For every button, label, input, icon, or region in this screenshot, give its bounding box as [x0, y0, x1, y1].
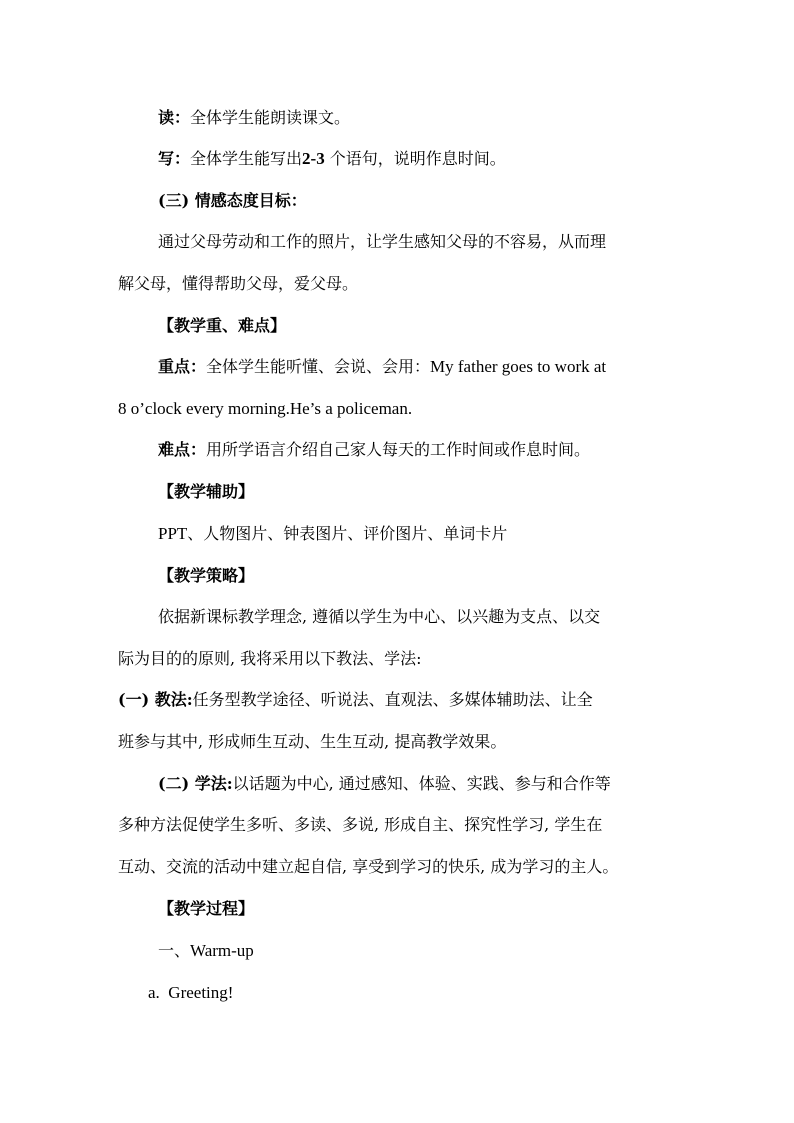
paragraph-line: 通过父母劳动和工作的照片，让学生感知父母的不容易，从而理 [158, 232, 607, 251]
learning-method-label: (二) 学法: [158, 774, 233, 793]
section-warm-up [158, 939, 794, 963]
teaching-method-text: 任务型教学途径、听说法、直观法、多媒体辅助法、让全 [192, 690, 593, 709]
goal-read-label: 读： [158, 108, 191, 127]
heading-teaching-aids: 【教学辅助】 [158, 482, 255, 501]
section-number: 一、 [158, 941, 191, 960]
goal-write-text: 全体学生能写出 [190, 149, 303, 168]
key-point-label: 重点： [158, 357, 207, 376]
paragraph-line: 多种方法促使学生多听、多读、多说, 形成自主、探究性学习, 学生在 [118, 815, 603, 834]
paragraph-line: 际为目的的原则, 我将采用以下教法、学法: [118, 649, 422, 668]
difficult-point [158, 438, 794, 462]
heading-teaching-strategy: 【教学策略】 [158, 566, 255, 585]
teaching-method-label: (一) 教法: [118, 690, 193, 709]
list-item-greeting: a. Greeting! [148, 983, 234, 1002]
paragraph-line: 班参与其中, 形成师生互动、生生互动, 提高教学效果。 [118, 732, 507, 751]
goal-read [158, 106, 794, 130]
key-point-english: My father goes to work at [430, 357, 607, 376]
goal-write-label: 写： [158, 149, 191, 168]
goal-write-text-2: 个语句，说明作息时间。 [324, 149, 506, 168]
teaching-aids [158, 522, 794, 546]
goal-read-text: 全体学生能朗读课文。 [190, 108, 351, 127]
heading-emotion-goals: (三) 情感态度目标： [158, 191, 307, 210]
teaching-method [118, 688, 794, 712]
teaching-aids-text: 、人物图片、钟表图片、评价图片、单词卡片 [187, 524, 508, 543]
key-point-english-cont: 8 o’clock every morning.He’s a policeman. [118, 399, 413, 418]
key-point-text: 全体学生能听懂、会说、会用： [206, 357, 431, 376]
key-point [158, 355, 794, 379]
learning-method [158, 772, 794, 796]
heading-key-points: 【教学重、难点】 [158, 316, 287, 335]
goal-write-number: 2-3 [302, 149, 325, 168]
difficult-point-label: 难点： [158, 440, 207, 459]
section-title: Warm-up [190, 941, 254, 960]
goal-write [158, 147, 794, 171]
learning-method-text: 以话题为中心, 通过感知、体验、实践、参与和合作等 [232, 774, 611, 793]
paragraph-line: 互动、交流的活动中建立起自信, 享受到学习的快乐, 成为学习的主人。 [118, 857, 619, 876]
difficult-point-text: 用所学语言介绍自己家人每天的工作时间或作息时间。 [206, 440, 591, 459]
paragraph-line: 依据新课标教学理念, 遵循以学生为中心、以兴趣为支点、以交 [158, 607, 601, 626]
paragraph-line: 解父母，懂得帮助父母，爱父母。 [118, 274, 359, 293]
teaching-aids-ppt: PPT [158, 524, 188, 543]
heading-teaching-process: 【教学过程】 [158, 899, 255, 918]
